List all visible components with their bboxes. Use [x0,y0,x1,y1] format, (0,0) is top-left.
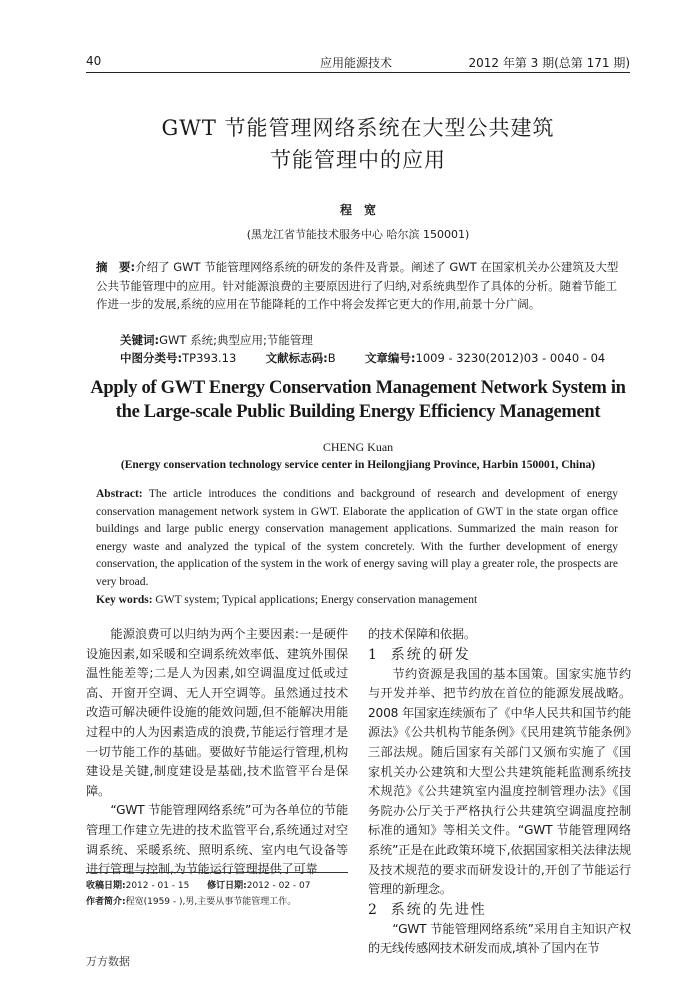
keywords-cn-text: GWT 系统;典型应用;节能管理 [159,333,313,347]
clc-value: TP393.13 [182,351,237,365]
body-paragraph: 能源浪费可以归纳为两个主要因素:一是硬件设施因素,如采暖和空调系统效率低、建筑外围保温性能差等;二是人为因素,如空调温度过低或过高、开窗开空调、无人开空调等。虽然通过技术改造可解决硬件设施的能效问题,但不能解决用能过程中的人为因素造成的浪费,节能运行管理才是一切节能工作的基础。要做好节能运行管理,机构建设是关键,制度建设是基础,技术监管平台是保障。 [86,627,348,798]
title-cn-line2: 节能管理中的应用 [270,148,446,172]
issue-info: 2012 年第 3 期(总第 171 期) [468,56,630,70]
section-number: 2 [368,901,377,918]
keywords-en-label: Key words: [96,594,153,606]
body-left-column [86,625,348,880]
footer-watermark: 万方数据 [86,955,130,968]
page-number: 40 [86,54,102,68]
section-heading-1 [368,645,631,665]
footnote-author [86,895,356,909]
affiliation-cn: (黑龙江省节能技术服务中心 哈尔滨 150001) [246,228,470,241]
received-date: 2012 - 01 - 15 [125,881,190,891]
received-label: 收稿日期: [86,881,126,891]
section-title: 系统的研发 [390,646,471,663]
body-paragraph: 节约资源是我国的基本国策。国家实施节约与开发并举、把节约放在首位的能源发展战略。2008 年国家连续颁布了《中华人民共和国节约能源法》《公共机构节能条例》《民用建筑节能条例》三部法规。随后国家有关部门又颁布实施了《国家机关办公建筑和大型公共建筑能耗监测系统技术规范》《公共建筑室内温度控制管理办法》《国务院办公厅关于严格执行公共建筑空调温度控制标准的通知》等相关文件。“GWT 节能管理网络系统”正是在此政策环境下,依据国家相关法律法规及技术规范的要求而研发设计的,开创了节能运行管理的新理念。 [368,666,631,897]
section-number: 1 [368,646,377,663]
revised-date: 2012 - 02 - 07 [246,881,311,891]
clc-label: 中图分类号: [120,351,183,365]
journal-name: 应用能源技术 [319,56,392,70]
keywords-en [96,594,477,606]
author-cn: 程 宽 [339,203,376,217]
doc-code-label: 文献标志码: [265,351,328,365]
abstract-cn-label: 摘 要: [96,260,136,274]
article-no-value: 1009 - 3230(2012)03 - 0040 - 04 [415,351,606,365]
classification-line [120,350,630,366]
abstract-en-label: Abstract: [96,488,143,500]
revised-label: 修订日期: [207,881,247,891]
footnote-dates [86,879,356,893]
section-title: 系统的先进性 [390,901,487,918]
abstract-cn-text: 介绍了 GWT 节能管理网络系统的研发的条件及背景。阐述了 GWT 在国家机关办公建筑及大型公共节能管理中的应用。针对能源浪费的主要原因进行了归纳,对系统典型作了具体的分析。随着节能工作进一步的发展,系统的应用在节能降耗的工作中将会发挥它更大的作用,前景十分广阔。 [96,260,619,311]
body-paragraph: “GWT 节能管理网络系统”采用自主知识产权的无线传感网技术研发而成,填补了国内在节 [368,921,631,956]
doc-code-value: B [327,351,336,365]
author-en: CHENG Kuan [322,440,394,454]
title-en-line1: Apply of GWT Energy Conservation Management Network System in [90,378,626,398]
abstract-en-text: The article introduces the conditions and background of research and development of energy conservation management network system in GWT. Elaborate the application of GWT in the state organ office buildings and large public energy conservation management applications. Summarized the main reason for energy waste and analyzed the typical of the system concretely. With the further development of energy conservation, the application of the system in the work of energy saving will play a greater role, the prospects are very broad. [96,488,618,588]
keywords-en-text: GWT system; Typical applications; Energy conservation management [155,594,478,606]
author-bio-label: 作者简介: [86,897,126,907]
body-paragraph: “GWT 节能管理网络系统”可为各单位的节能管理工作建立先进的技术监管平台,系统通过对空调系统、采暖系统、照明系统、室内电气设备等进行管理与控制,为节能运行管理提供了可靠 [86,803,348,877]
title-en-line2: the Large-scale Public Building Energy Efficiency Management [115,402,601,422]
article-no-label: 文章编号: [364,351,416,365]
abstract-cn [96,258,620,314]
footnote-rule [86,872,348,873]
affiliation-en: (Energy conservation technology service center in Heilongjiang Province, Harbin 150001, China) [120,459,596,471]
keywords-cn [120,332,313,348]
body-paragraph: 的技术保障和依据。 [368,627,476,641]
body-right-column [368,625,631,959]
title-cn-line1: GWT 节能管理网络系统在大型公共建筑 [161,116,555,140]
abstract-en [96,486,618,591]
header-rule [86,72,630,73]
section-heading-2 [368,900,631,920]
keywords-cn-label: 关键词: [120,333,160,347]
author-bio: 程宽(1959 - ),男,主要从事节能管理工作。 [125,897,297,907]
